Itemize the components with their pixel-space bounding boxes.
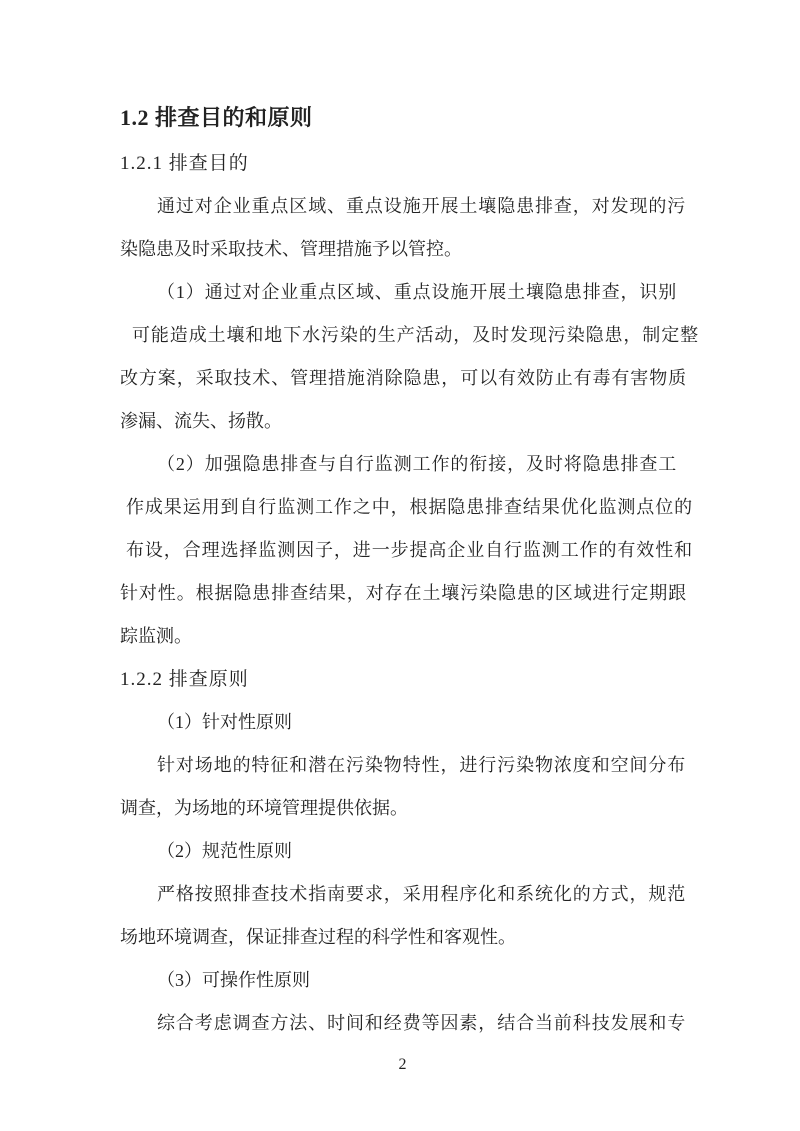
paragraph-line: 针对性。根据隐患排查结果，对存在土壤污染隐患的区域进行定期跟 [120, 583, 687, 603]
paragraph-line: 场地环境调查，保证排查过程的科学性和客观性。 [120, 927, 516, 947]
paragraph-line: 严格按照排查技术指南要求，采用程序化和系统化的方式，规范 [157, 884, 687, 904]
section-heading-1-2-1: 1.2.1 排查目的 [120, 153, 249, 174]
paragraph-line: 踪监测。 [120, 626, 192, 646]
page-number: 2 [398, 1056, 407, 1073]
paragraph-line: 可能造成土壤和地下水污染的生产活动，及时发现污染隐患，制定整 [132, 325, 699, 345]
paragraph-line: 染隐患及时采取技术、管理措施予以管控。 [120, 239, 462, 259]
principle-item-heading: （1）针对性原则 [157, 712, 292, 732]
paragraph-line: 改方案，采取技术、管理措施消除隐患，可以有效防止有毒有害物质 [120, 368, 687, 388]
paragraph-line: （1）通过对企业重点区域、重点设施开展土壤隐患排查，识别 [157, 282, 678, 302]
section-heading-1-2-2: 1.2.2 排查原则 [120, 669, 249, 690]
chapter-heading: 1.2 排查目的和原则 [120, 105, 313, 130]
principle-item-heading: （2）规范性原则 [157, 841, 292, 861]
paragraph-line: 针对场地的特征和潜在污染物特性，进行污染物浓度和空间分布 [157, 755, 687, 775]
paragraph-line: 渗漏、流失、扬散。 [120, 411, 282, 431]
paragraph-line: 调查，为场地的环境管理提供依据。 [120, 798, 408, 818]
paragraph-line: 作成果运用到自行监测工作之中，根据隐患排查结果优化监测点位的 [126, 497, 693, 517]
principle-item-heading: （3）可操作性原则 [157, 970, 310, 990]
paragraph-line: 综合考虑调查方法、时间和经费等因素，结合当前科技发展和专 [157, 1013, 687, 1033]
paragraph-line: 通过对企业重点区域、重点设施开展土壤隐患排查，对发现的污 [157, 196, 687, 216]
paragraph-line: （2）加强隐患排查与自行监测工作的衔接，及时将隐患排查工 [157, 454, 678, 474]
paragraph-line: 布设，合理选择监测因子，进一步提高企业自行监测工作的有效性和 [126, 540, 693, 560]
